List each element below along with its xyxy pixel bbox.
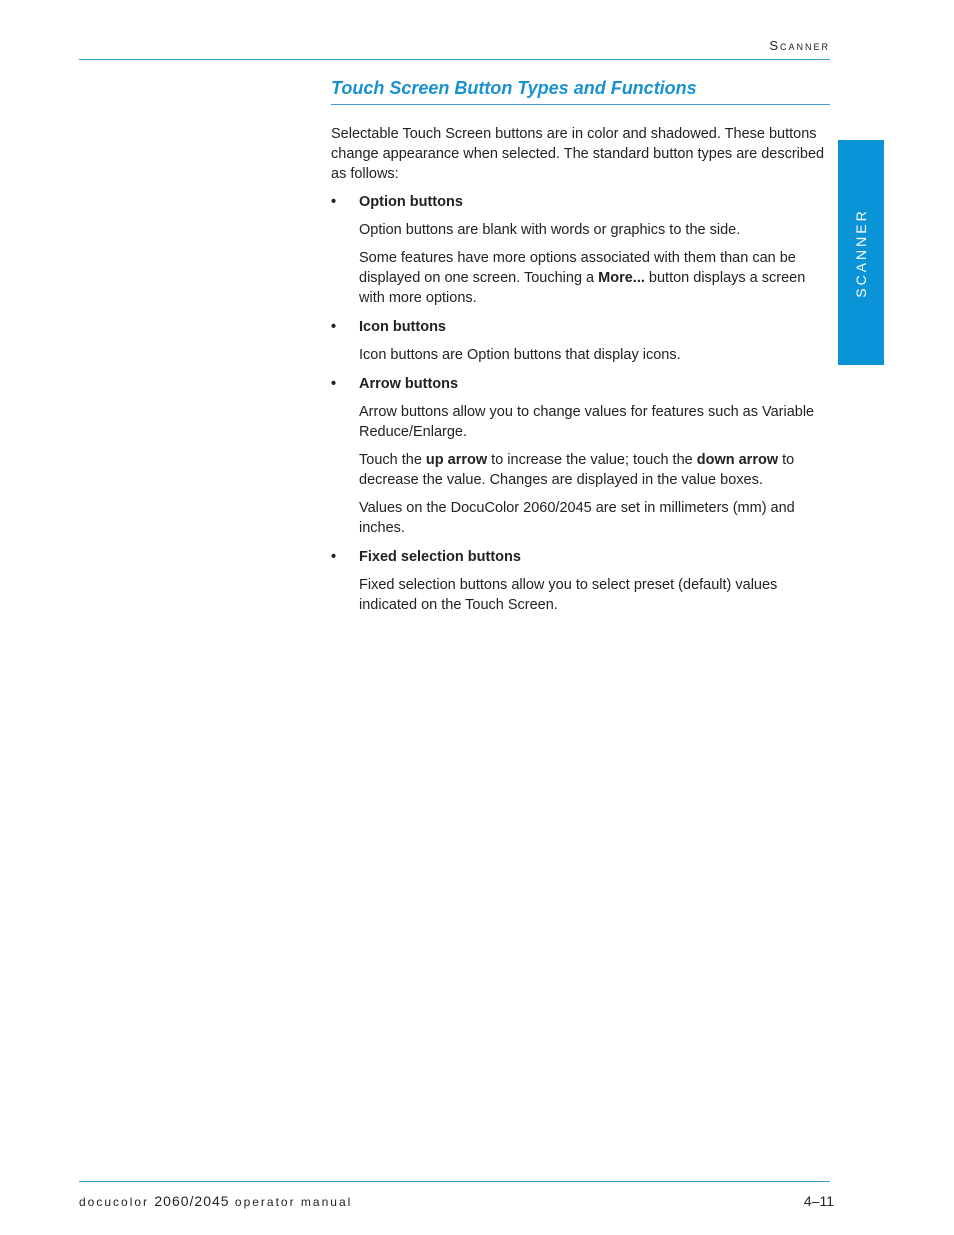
option-paragraph-2 [331, 248, 831, 308]
text-run: to increase the value; touch the [487, 452, 697, 468]
text-run: to decrease the value. Changes are displayed in the value boxes. [359, 452, 795, 488]
bullet-dot: • [331, 194, 337, 210]
bullet-heading: Option buttons [359, 194, 463, 210]
bullet-heading: Icon buttons [359, 319, 446, 335]
footer-manual-title [79, 1193, 352, 1209]
running-header-section: Scanner [769, 38, 830, 53]
arrow-paragraph-3: Values on the DocuColor 2060/2045 are set in millimeters (mm) and inches. [359, 500, 795, 536]
text-run: Touch the [359, 452, 426, 468]
bold-term: More... [598, 270, 645, 286]
option-paragraph-1: Option buttons are blank with words or graphics to the side. [359, 222, 741, 238]
intro-paragraph: Selectable Touch Screen buttons are in color and shadowed. These buttons change appearance when selected. The standard button types are described as follows: [331, 126, 825, 182]
footer-manual: operator manual [234, 1195, 353, 1209]
bullet-dot: • [331, 549, 337, 565]
bullet-option-buttons [331, 192, 831, 212]
footer-model: 2060/2045 [154, 1193, 230, 1209]
fixed-paragraph-1: Fixed selection buttons allow you to select preset (default) values indicated on the Touch Screen. [359, 577, 778, 613]
text-run: Some features have more options associated with them than can be displayed on one screen. Touching a [359, 250, 796, 286]
bullet-heading: Arrow buttons [359, 376, 459, 392]
footer-rule [79, 1181, 830, 1182]
bullet-fixed-selection-buttons [331, 547, 831, 567]
arrow-paragraph-1: Arrow buttons allow you to change values for features such as Variable Reduce/Enlarge. [359, 404, 815, 440]
bold-term: down arrow [696, 452, 779, 468]
page-number: 4–11 [803, 1193, 834, 1209]
bullet-arrow-buttons [331, 374, 831, 394]
bold-term: up arrow [425, 452, 488, 468]
body-content [331, 124, 831, 623]
title-rule [331, 104, 830, 105]
section-title: Touch Screen Button Types and Functions [331, 78, 697, 98]
side-tab-label: SCANNER [853, 207, 869, 298]
chapter-side-tab [838, 140, 884, 365]
footer-brand: docucolor [79, 1195, 150, 1209]
bullet-heading: Fixed selection buttons [359, 549, 521, 565]
arrow-paragraph-2 [331, 450, 831, 490]
bullet-dot: • [331, 319, 337, 335]
icon-paragraph-1: Icon buttons are Option buttons that display icons. [359, 347, 681, 363]
text-run: button displays a screen with more options. [359, 270, 806, 306]
bullet-icon-buttons [331, 317, 831, 337]
header-rule [79, 59, 830, 60]
bullet-dot: • [331, 376, 337, 392]
